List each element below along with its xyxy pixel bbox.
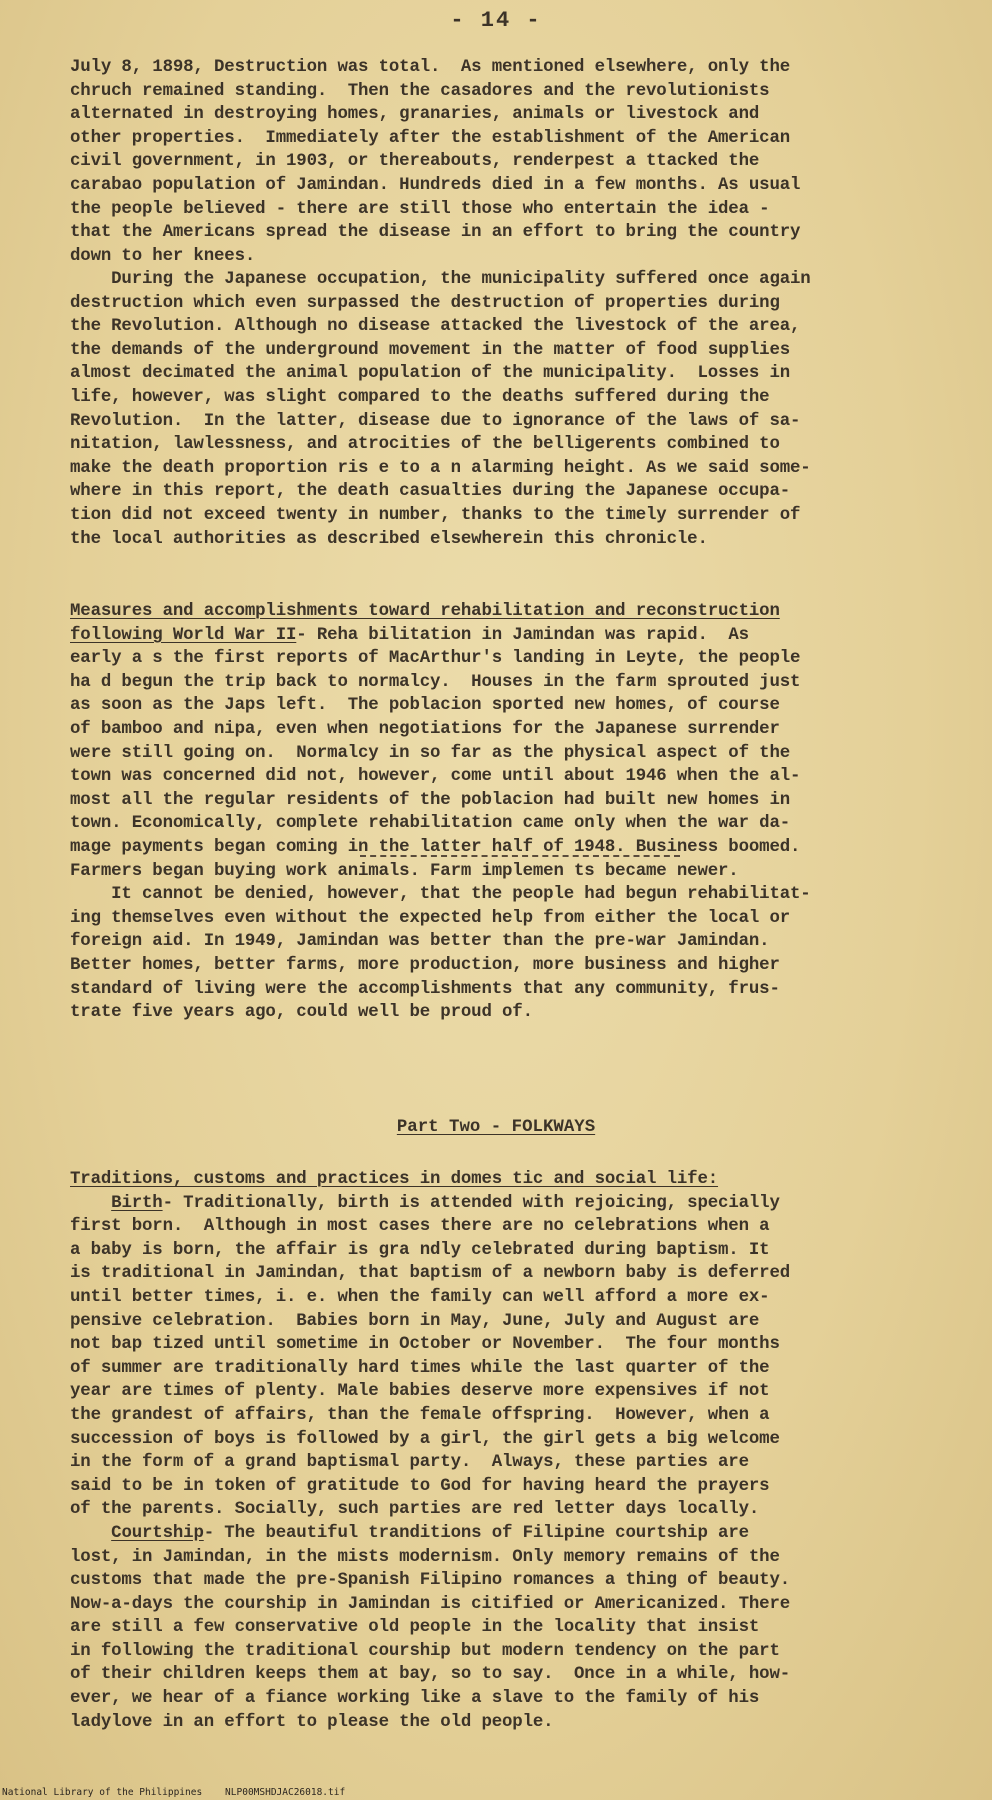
- courtship-body: lost, in Jamindan, in the mists modernism. Only memory remains of the customs that made the pre-Spanish Filipino romances a thing of beauty. Now-a-days the courship in Jamindan is citified or Americanized. There are still a few conservative old people in the locality that insist in following the traditional courship but modern tendency on the part of their children keeps them at bay, so to say. Once in a while, how- ever, we hear of a fiance working like a slave to the family of his ladylove in an effort to please the old people.: [70, 1547, 791, 1732]
- rehabilitation-heading-line1: Measures and accomplishments toward rehabilitation and reconstruction: [70, 602, 780, 621]
- rehabilitation-line2-text: - Reha bilitation in Jamindan was rapid. As: [296, 625, 749, 645]
- section-divider: [360, 855, 680, 857]
- rehabilitation-body: early a s the first reports of MacArthur's landing in Leyte, the people ha d begun the trip back to normalcy. Houses in the farm sprouted just as soon as the Japs left. The poblacion sported new homes, of course of bamboo and nipa, even when negotiations for the Japanese surrender were still going on. Normalcy in so far as the physical aspect of the town was concerned did not, however, come until about 1946 when the al- most all the regular residents of the poblacion had built new homes in town. Economically, complete rehabilitation came only when the war da- mage payments began coming in the latter half of 1948. Business boomed. Farmers began buying work animals. Farm implemen ts became newer. It cannot be denied, however, that the people had begun rehabilitat- ing themselves even without the expected help from either the local or foreign aid. In 1949, Jamindan was better than the pre-war Jamindan. Better homes, better farms, more production, more business and higher standard of living were the accomplishments that any community, frus- trate five years ago, could well be proud of.: [70, 649, 811, 1023]
- section-rehabilitation: [70, 600, 940, 1025]
- birth-label: Birth: [111, 1193, 163, 1213]
- paragraph-destruction-1898: July 8, 1898, Destruction was total. As mentioned elsewhere, only the chruch remained standing. Then the casadores and the revolutionists alternated in destroying homes, granaries, animals or livestock and other properties. Immediately after the establishment of the American civil government, in 1903, or thereabouts, renderpest a ttacked the carabao population of Jamindan. Hundreds died in a few months. As usual the people believed - there are still those who entertain the idea - that the Americans spread the disease in an effort to bring the country down to her knees.: [70, 58, 801, 266]
- part-two-title: Part Two - FOLKWAYS: [396, 1118, 596, 1137]
- paragraph-japanese-occupation: During the Japanese occupation, the municipality suffered once again destruction which even surpassed the destruction of properties during the Revolution. Although no disease attacked the livestock of the area, the demands of the underground movement in the matter of food supplies almost decimated the animal population of the municipality. Losses in life, however, was slight compared to the deaths suffered during the Revolution. In the latter, disease due to ignorance of the laws of sa- nitation, lawlessness, and atrocities of the belligerents combined to make the death proportion ris e to a n alarming height. As we said some- where in this report, the death casualties during the Japanese occupa- tion did not exceed twenty in number, thanks to the timely surrender of the local authorities as described elsewherein this chronicle.: [70, 270, 811, 549]
- section-traditions: [70, 1168, 940, 1734]
- traditions-heading: Traditions, customs and practices in domes tic and social life:: [70, 1170, 719, 1189]
- page-number: - 14 -: [450, 8, 542, 33]
- footer-source: National Library of the Philippines NLP00MSHDJAC26018.tif: [2, 1787, 346, 1798]
- birth-body: first born. Although in most cases there are no celebrations when a a baby is born, the affair is gra ndly celebrated during baptism. It is traditional in Jamindan, that baptism of a newborn baby is deferred until better times, i. e. when the family can well afford a more ex- pensive celebration. Babies born in May, June, July and August are not bap tized until sometime in October or November. The four months of summer are traditionally hard times while the last quarter of the year are times of plenty. Male babies deserve more expensives if not the grandest of affairs, than the female offspring. However, when a succession of boys is followed by a girl, the girl gets a big welcome in the form of a grand baptismal party. Always, these parties are said to be in token of gratitude to God for having heard the prayers of the parents. Socially, such parties are red letter days locally.: [70, 1217, 791, 1520]
- courtship-label: Courtship: [111, 1523, 204, 1543]
- birth-first-line: - Traditionally, birth is attended with rejoicing, specially: [162, 1193, 780, 1213]
- courtship-first-line: - The beautiful tranditions of Filipine courtship are: [203, 1523, 749, 1543]
- rehabilitation-heading-line2: following World War II: [70, 625, 297, 645]
